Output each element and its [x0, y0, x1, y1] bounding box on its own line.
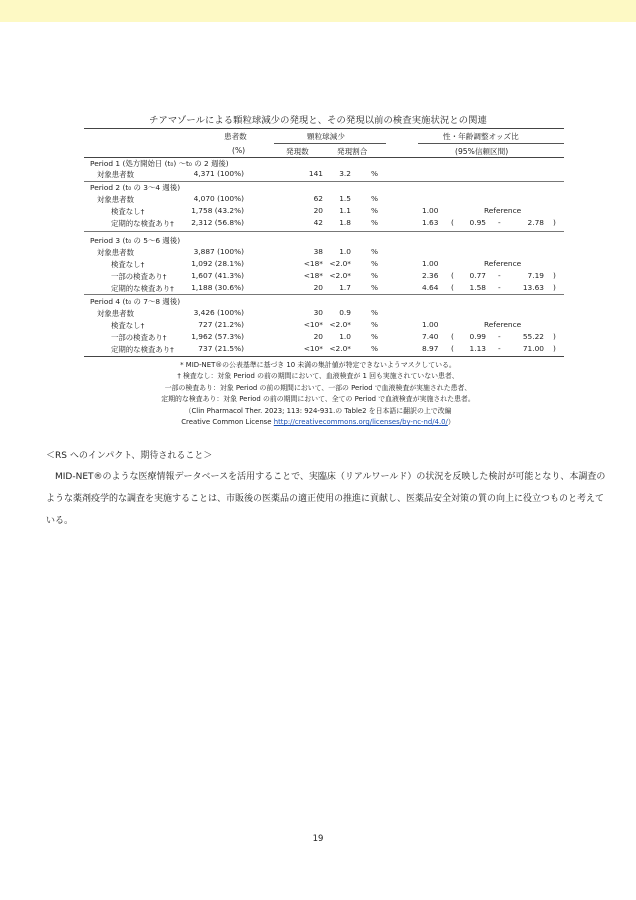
row-label: 検査なし† [111, 321, 145, 330]
patients-cell: 3,426 (100%) [193, 308, 244, 317]
percent-unit: % [371, 332, 379, 341]
percent-unit: % [371, 218, 379, 227]
onset-count-cell: 42 [313, 218, 323, 227]
table-bottom-rule [84, 356, 564, 357]
ci-dash: - [498, 344, 501, 353]
patients-cell: 4,070 (100%) [193, 194, 244, 203]
row-label: 定期的な検査あり† [111, 345, 174, 354]
ci-open-paren: ( [451, 283, 454, 292]
percent-unit: % [371, 247, 379, 256]
patients-cell: 1,188 (30.6%) [191, 283, 244, 292]
percent-unit: % [371, 320, 379, 329]
patients-cell: 1,607 (41.3%) [191, 271, 244, 280]
ci-close-paren: ) [553, 344, 556, 353]
onset-rate-cell: 1.1 [339, 206, 351, 215]
onset-count-cell: <10* [303, 320, 323, 329]
onset-count-cell: 20 [313, 206, 323, 215]
period-divider [84, 294, 564, 295]
header-band [0, 0, 636, 22]
percent-unit: % [371, 259, 379, 268]
ci-upper-cell: 7.19 [527, 271, 544, 280]
table-row [0, 344, 636, 356]
patients-cell: 1,962 (57.3%) [191, 332, 244, 341]
ci-close-paren: ) [553, 283, 556, 292]
onset-count-cell: <18* [303, 271, 323, 280]
ci-open-paren: ( [451, 344, 454, 353]
license-prefix: Creative Common License [181, 418, 274, 427]
ci-open-paren: ( [451, 332, 454, 341]
header-odds: 性・年齢調整オッズ比 [443, 132, 519, 141]
odds-ratio-cell: 2.36 [422, 271, 439, 280]
header-ci: (95%信頼区間) [455, 147, 509, 156]
onset-count-cell: 141 [308, 169, 323, 178]
onset-count-cell: <10* [303, 344, 323, 353]
note-definition-partial: 一部の検査あり：対象 Period の前の期間において、一部の Period で血液検査が実施された患者、 [164, 383, 472, 392]
table-row [0, 182, 636, 194]
section-heading: ＜RS へのインパクト、期待されること＞ [46, 451, 213, 461]
onset-count-cell: 62 [313, 194, 323, 203]
row-label: 検査なし† [111, 260, 145, 269]
patients-cell: 1,758 (43.2%) [191, 206, 244, 215]
note-definition-regular: 定期的な検査あり：対象 Period の前の期間において、全ての Period で血液検査が実施された患者。 [161, 395, 475, 404]
ci-upper-cell: 13.63 [522, 283, 544, 292]
agranulocytosis-underline [274, 143, 386, 144]
table-row [0, 271, 636, 283]
reference-cell: Reference [484, 259, 522, 268]
table-title: チアマゾールによる顆粒球減少の発現と、その発現以前の検査実施状況との関連 [149, 115, 487, 126]
ci-open-paren: ( [451, 271, 454, 280]
odds-ratio-cell: 7.40 [422, 332, 439, 341]
table-row [0, 247, 636, 259]
patients-cell: 737 (21.5%) [198, 344, 244, 353]
note-source: （Clin Pharmacol Ther. 2023; 113: 924-931.の Table2 を日本語に翻訳の上で改編 [184, 406, 452, 415]
row-label: 対象患者数 [97, 248, 134, 257]
license-link[interactable]: http://creativecommons.org/licenses/by-nc-nd/4.0/ [273, 418, 448, 427]
patients-cell: 4,371 (100%) [193, 169, 244, 178]
onset-rate-cell: 1.0 [339, 247, 351, 256]
odds-ratio-cell: 1.00 [422, 320, 439, 329]
onset-rate-cell: 3.2 [339, 169, 351, 178]
odds-ratio-cell: 1.00 [422, 206, 439, 215]
header-onset-rate: 発現割合 [337, 147, 368, 156]
onset-rate-cell: <2.0* [329, 320, 351, 329]
percent-unit: % [371, 206, 379, 215]
patients-cell: 3,887 (100%) [193, 247, 244, 256]
ci-dash: - [498, 218, 501, 227]
row-label: 対象患者数 [97, 195, 134, 204]
header-pct: (%) [232, 146, 246, 155]
patients-cell: 2,312 (56.8%) [191, 218, 244, 227]
onset-rate-cell: <2.0* [329, 344, 351, 353]
table-top-rule [84, 128, 564, 129]
table-row [0, 194, 636, 206]
note-definition-none: † 検査なし：対象 Period の前の期間において、血液検査が 1 回も実施されていない患者、 [177, 372, 459, 381]
ci-lower-cell: 1.13 [469, 344, 486, 353]
header-onset-count: 発現数 [286, 147, 309, 156]
onset-rate-cell: 1.7 [339, 283, 351, 292]
ci-lower-cell: 1.58 [469, 283, 486, 292]
note-mask: * MID-NET®の公表基準に基づき 10 未満の集計値が特定できないようマスクしている。 [180, 361, 456, 369]
ci-close-paren: ) [553, 218, 556, 227]
license-suffix: ） [447, 418, 455, 427]
percent-unit: % [371, 194, 379, 203]
ci-dash: - [498, 332, 501, 341]
row-label: 対象患者数 [97, 309, 134, 318]
row-label: 定期的な検査あり† [111, 219, 174, 228]
header-patients: 患者数 [224, 132, 247, 141]
ci-close-paren: ) [553, 332, 556, 341]
percent-unit: % [371, 308, 379, 317]
row-label: 一部の検査あり† [111, 272, 167, 281]
ci-open-paren: ( [451, 218, 454, 227]
onset-rate-cell: 0.9 [339, 308, 351, 317]
ci-upper-cell: 55.22 [522, 332, 544, 341]
percent-unit: % [371, 169, 379, 178]
page-number: 19 [312, 834, 324, 844]
onset-count-cell: 38 [313, 247, 323, 256]
ci-close-paren: ) [553, 271, 556, 280]
table-row [0, 259, 636, 271]
ci-upper-cell: 71.00 [522, 344, 544, 353]
table-row [0, 332, 636, 344]
odds-ratio-cell: 8.97 [422, 344, 439, 353]
table-notes [0, 360, 636, 428]
ci-lower-cell: 0.99 [469, 332, 486, 341]
row-label: Period 2 (t₀ の 3～4 週後) [90, 183, 181, 192]
onset-rate-cell: <2.0* [329, 259, 351, 268]
table-row [0, 283, 636, 295]
reference-cell: Reference [484, 206, 522, 215]
table-row [0, 206, 636, 218]
table-row [0, 296, 636, 308]
odds-ratio-cell: 1.00 [422, 259, 439, 268]
ci-lower-cell: 0.77 [469, 271, 486, 280]
period-divider [84, 231, 564, 232]
onset-count-cell: <18* [303, 259, 323, 268]
onset-rate-cell: 1.8 [339, 218, 351, 227]
table-row [0, 320, 636, 332]
row-label: 対象患者数 [97, 170, 134, 179]
row-label: 検査なし† [111, 207, 145, 216]
row-label: Period 4 (t₀ の 7～8 週後) [90, 297, 181, 306]
odds-ratio-cell: 4.64 [422, 283, 439, 292]
header-agranulocytosis: 顆粒球減少 [307, 132, 345, 141]
table-row [0, 235, 636, 247]
row-label: 定期的な検査あり† [111, 284, 174, 293]
onset-count-cell: 20 [313, 283, 323, 292]
ci-dash: - [498, 283, 501, 292]
table-row [0, 169, 636, 181]
onset-rate-cell: <2.0* [329, 271, 351, 280]
odds-ratio-cell: 1.63 [422, 218, 439, 227]
table-row [0, 308, 636, 320]
ci-upper-cell: 2.78 [527, 218, 544, 227]
body-paragraph: MID-NET®のような医療情報データベースを活用することで、実臨床（リアルワールド）の状況を反映した検討が可能となり、本調査のような薬剤疫学的な調査を実施することは、市販後の医薬品の適正使用の推進に貢献し、医薬品安全対策の質の向上に役立つものと考えている。 [46, 472, 606, 526]
table-row [0, 218, 636, 230]
table-row [0, 158, 636, 170]
reference-cell: Reference [484, 320, 522, 329]
onset-count-cell: 30 [313, 308, 323, 317]
patients-cell: 1,092 (28.1%) [191, 259, 244, 268]
percent-unit: % [371, 271, 379, 280]
ci-dash: - [498, 271, 501, 280]
onset-rate-cell: 1.5 [339, 194, 351, 203]
percent-unit: % [371, 283, 379, 292]
note-license [0, 417, 636, 428]
percent-unit: % [371, 344, 379, 353]
row-label: Period 1 (処方開始日 (t₀) ～t₀ の 2 週後) [90, 159, 229, 168]
onset-count-cell: 20 [313, 332, 323, 341]
row-label: 一部の検査あり† [111, 333, 167, 342]
patients-cell: 727 (21.2%) [198, 320, 244, 329]
ci-lower-cell: 0.95 [469, 218, 486, 227]
onset-rate-cell: 1.0 [339, 332, 351, 341]
row-label: Period 3 (t₀ の 5～6 週後) [90, 236, 181, 245]
odds-underline [418, 143, 564, 144]
